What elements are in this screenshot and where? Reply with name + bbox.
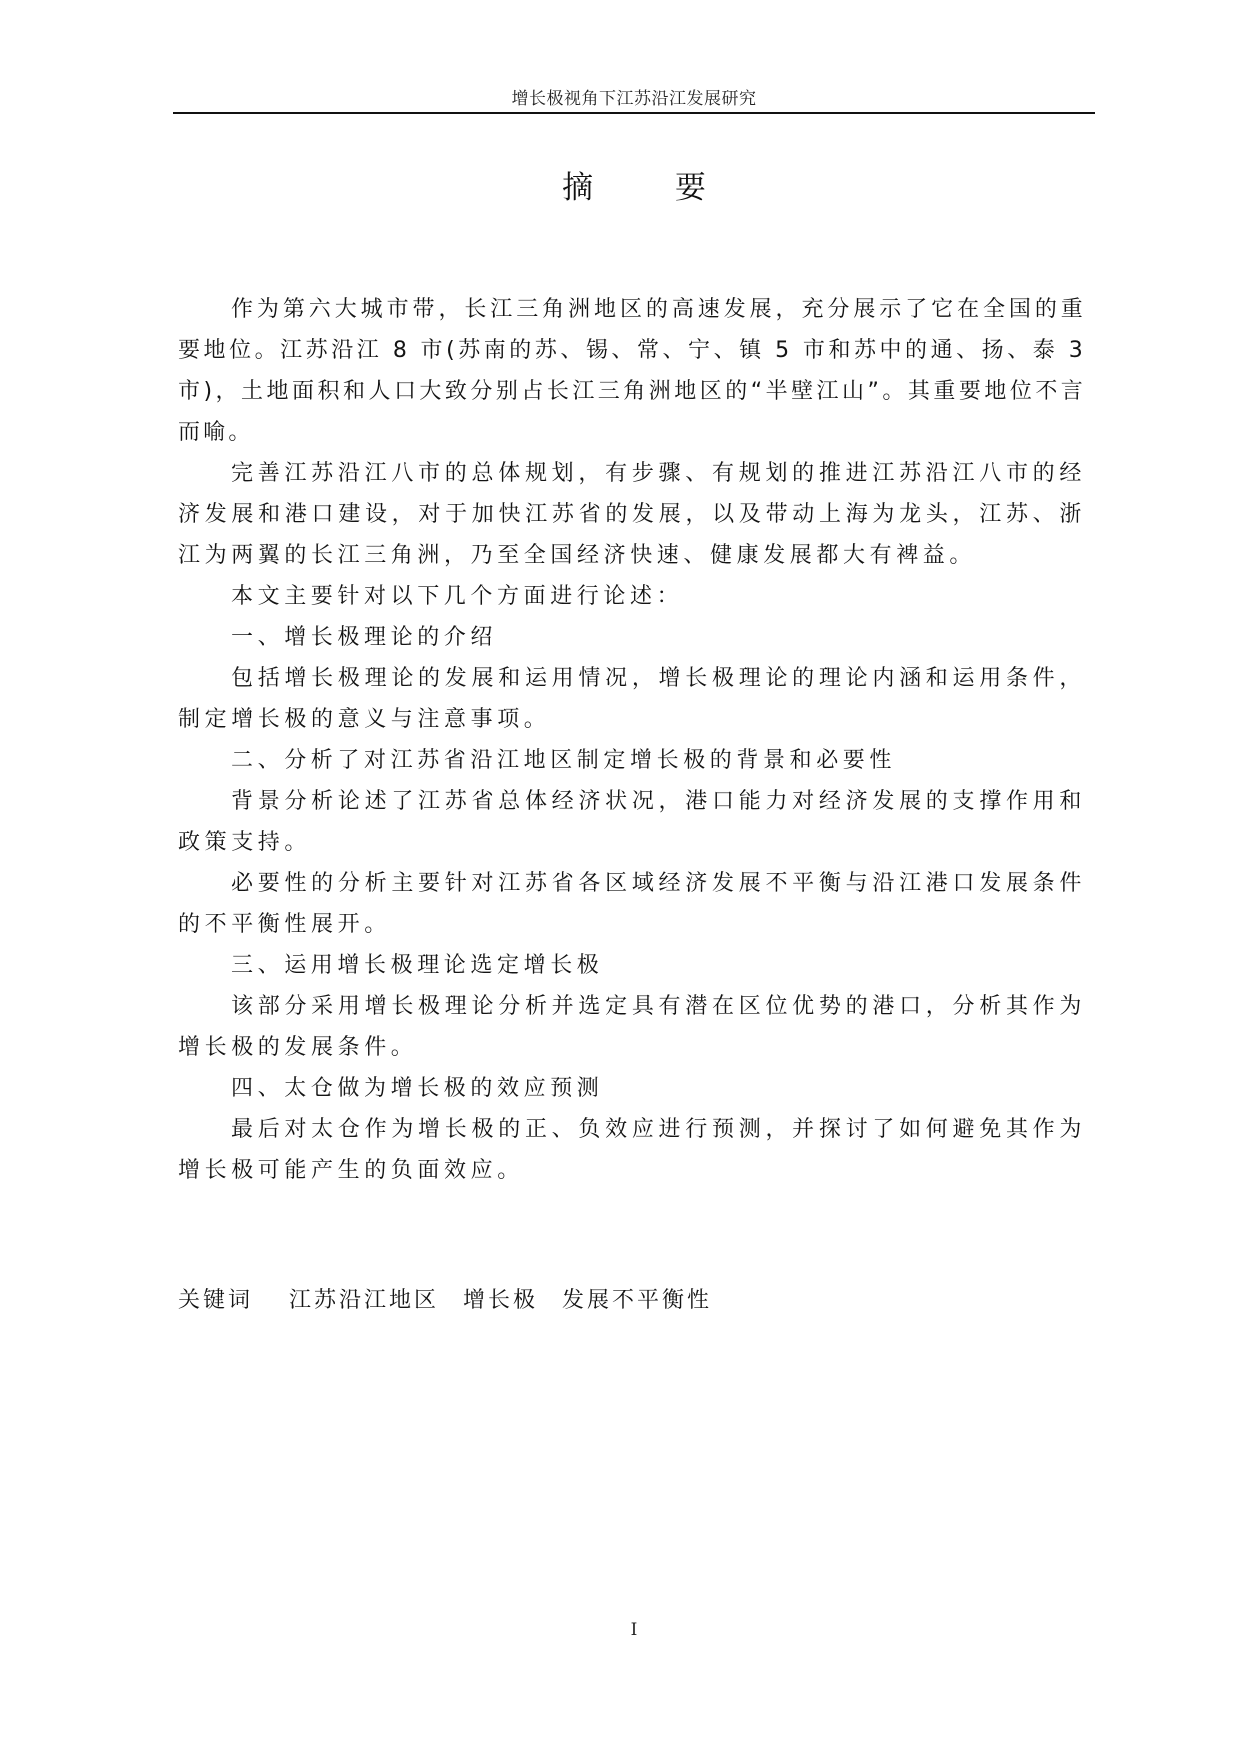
page-number: I xyxy=(630,1620,638,1640)
abstract-body xyxy=(178,289,1086,1191)
paragraph-planning: 完善江苏沿江八市的总体规划，有步骤、有规划的推进江苏沿江八市的经济发展和港口建设，对于加快江苏省的发展，以及带动上海为龙头，江苏、浙江为两翼的长江三角洲，乃至全国经济快速、健康发展都大有裨益。 xyxy=(178,461,1086,568)
paragraph-intro: 作为第六大城市带，长江三角洲地区的高速发展，充分展示了它在全国的重要地位。江苏沿江 8 市(苏南的苏、锡、常、宁、镇 5 市和苏中的通、扬、泰 3 市)，土地面积和人口大致分别占长江三角洲地区的“半壁江山”。其重要地位不言而喻。 xyxy=(178,297,1086,445)
section-heading-2: 二、分析了对江苏省沿江地区制定增长极的背景和必要性 xyxy=(231,748,897,773)
section-heading-1: 一、增长极理论的介绍 xyxy=(231,625,498,650)
paragraph-section-4: 最后对太仓作为增长极的正、负效应进行预测，并探讨了如何避免其作为增长极可能产生的负面效应。 xyxy=(178,1117,1086,1183)
abstract-title: 摘 要 xyxy=(562,170,742,206)
paragraph-necessity: 必要性的分析主要针对江苏省各区域经济发展不平衡与沿江港口发展条件的不平衡性展开。 xyxy=(178,871,1086,937)
keywords-line xyxy=(178,1283,726,1314)
keyword-item: 增长极 xyxy=(463,1288,539,1313)
paragraph-background: 背景分析论述了江苏省总体经济状况，港口能力对经济发展的支撑作用和政策支持。 xyxy=(178,789,1086,855)
paragraph-section-1: 包括增长极理论的发展和运用情况，增长极理论的理论内涵和运用条件，制定增长极的意义与注意事项。 xyxy=(178,666,1086,732)
keyword-item: 发展不平衡性 xyxy=(562,1288,713,1313)
running-header: 增长极视角下江苏沿江发展研究 xyxy=(511,89,757,109)
paragraph-outline-lead: 本文主要针对以下几个方面进行论述： xyxy=(231,584,684,609)
header-divider xyxy=(173,112,1095,114)
keyword-item: 江苏沿江地区 xyxy=(289,1288,440,1313)
section-heading-3: 三、运用增长极理论选定增长极 xyxy=(231,953,604,978)
keywords-label: 关键词 xyxy=(178,1288,254,1313)
paragraph-section-3: 该部分采用增长极理论分析并选定具有潜在区位优势的港口，分析其作为增长极的发展条件。 xyxy=(178,994,1086,1060)
section-heading-4: 四、太仓做为增长极的效应预测 xyxy=(231,1076,604,1101)
